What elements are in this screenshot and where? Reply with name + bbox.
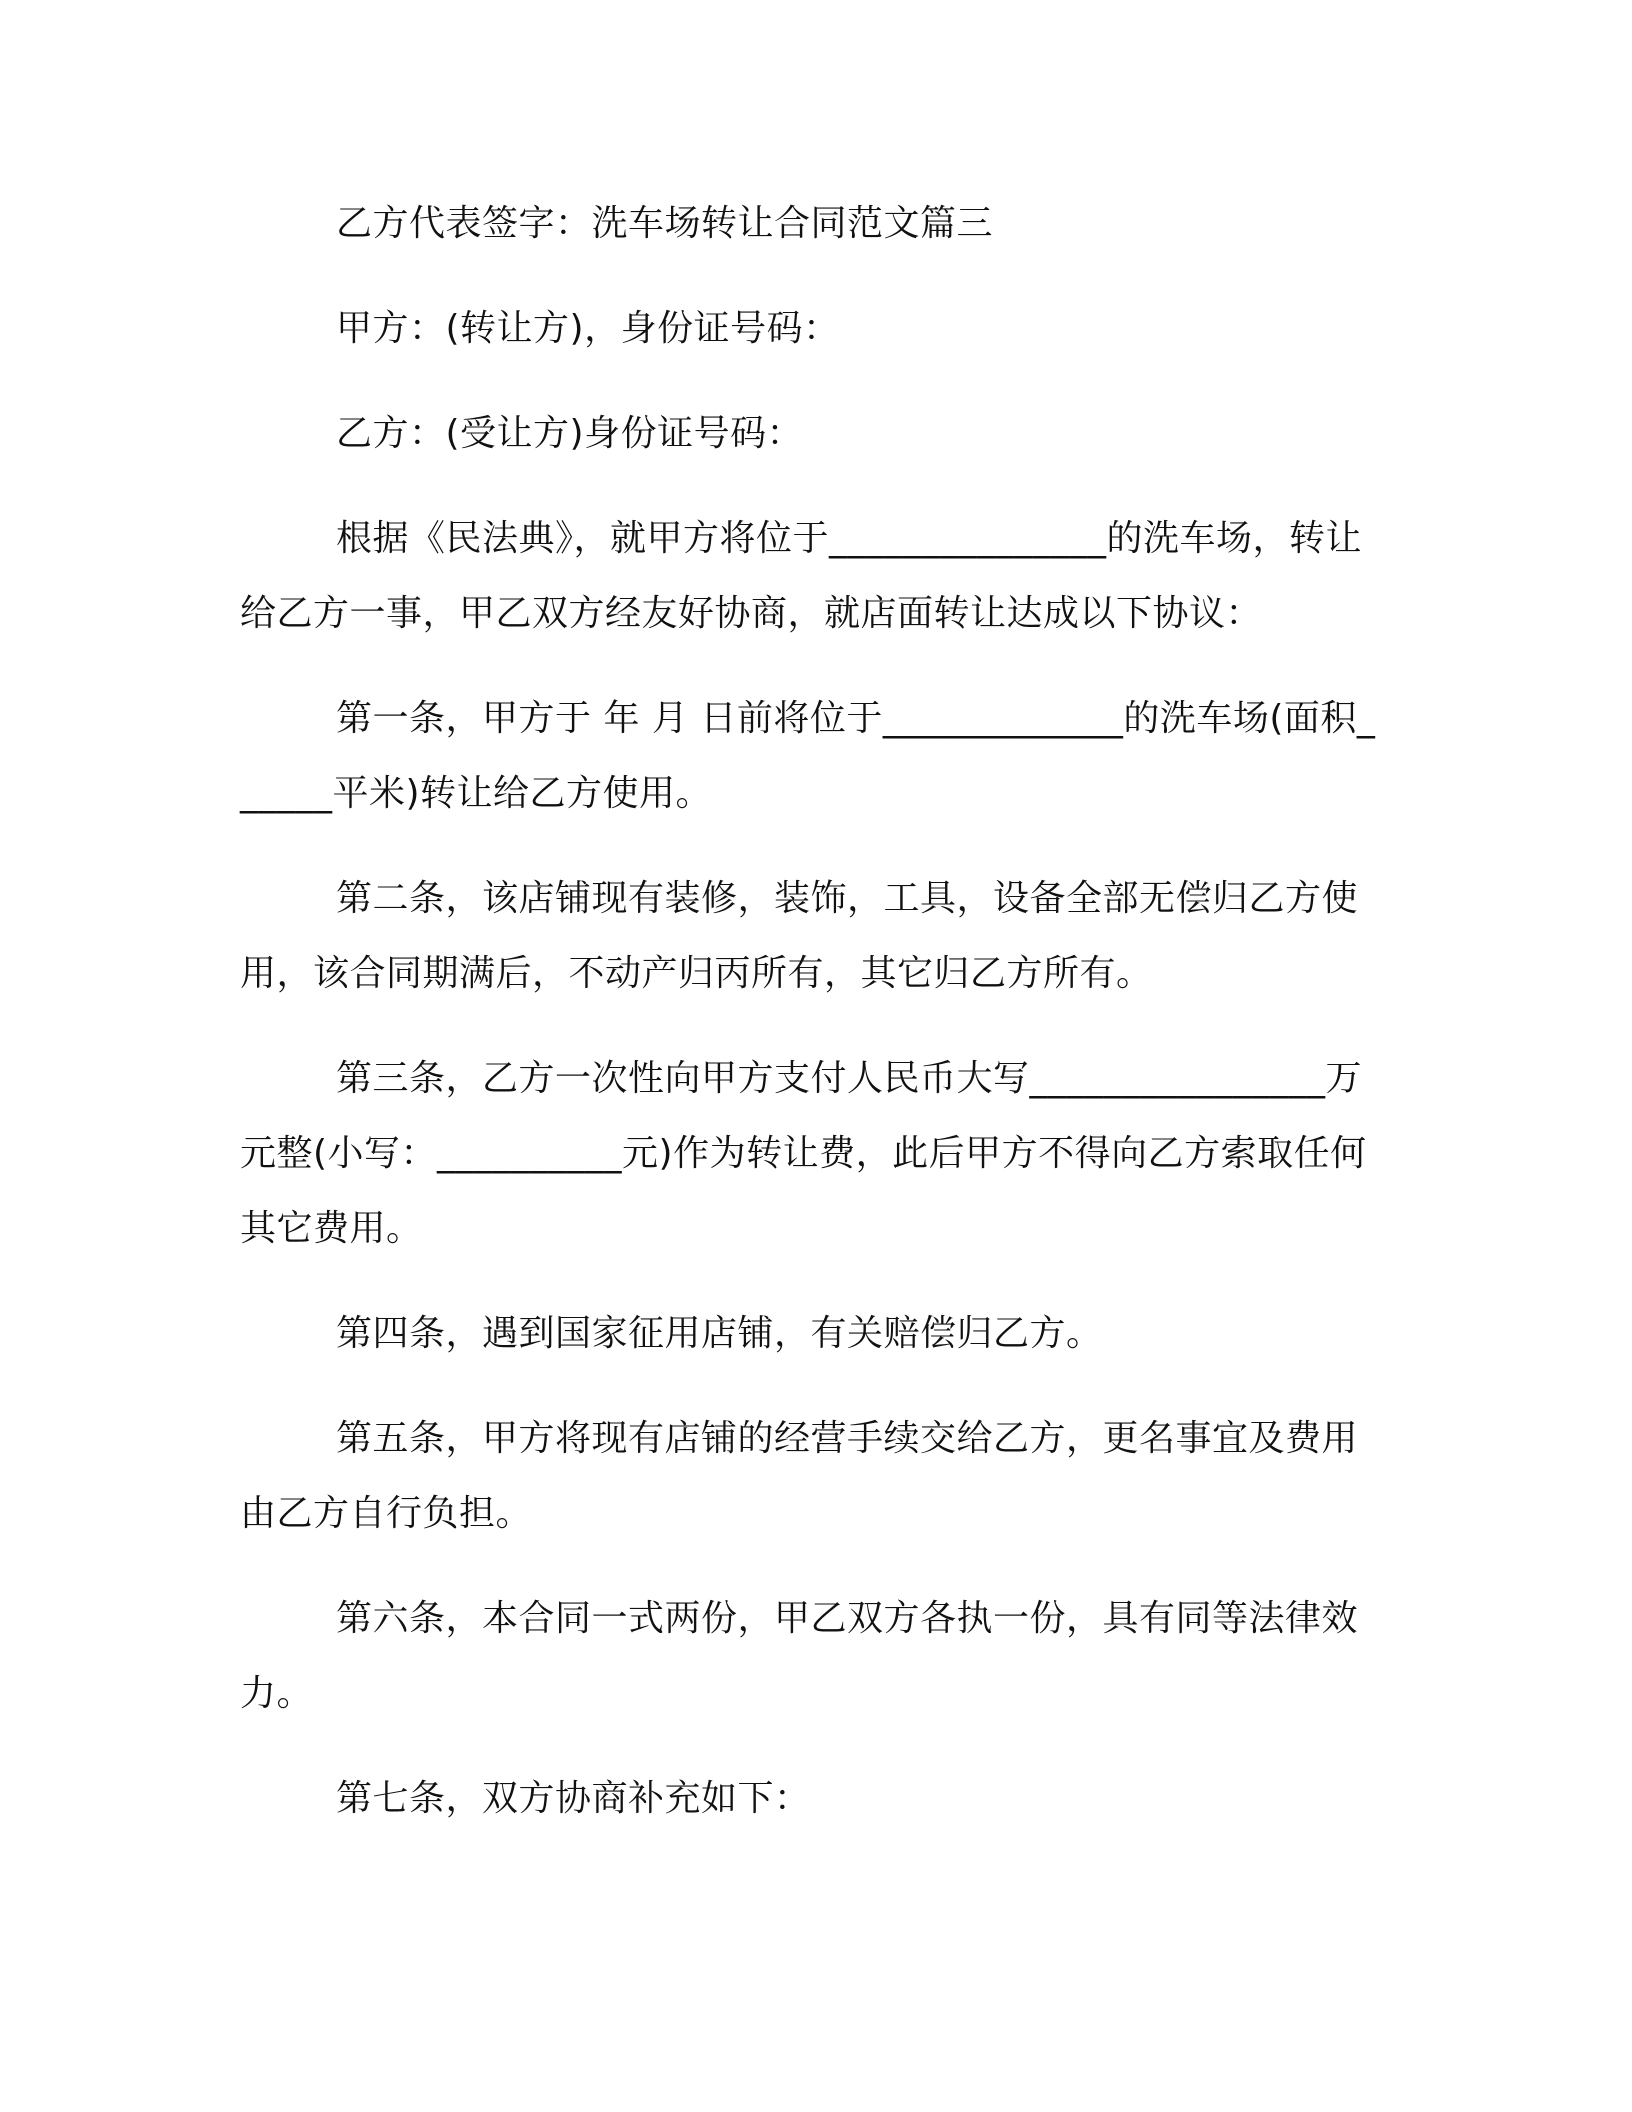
party-b-line: 乙方：(受让方)身份证号码： bbox=[336, 413, 804, 454]
party-a-line: 甲方：(转让方)，身份证号码： bbox=[336, 308, 840, 349]
article-4: 第四条，遇到国家征用店铺，有关赔偿归乙方。 bbox=[336, 1313, 1103, 1354]
preamble-paragraph: 根据《民法典》，就甲方将位于_______________的洗车场，转让给乙方一事，甲乙双方经友好协商，就店面转让达成以下协议： bbox=[240, 518, 1363, 634]
article-6: 第六条，本合同一式两份，甲乙双方各执一份，具有同等法律效力。 bbox=[240, 1598, 1359, 1714]
contract-body bbox=[240, 186, 1380, 1836]
article-1: 第一条，甲方于 年 月 日前将位于_____________的洗车场(面积______平米)转让给乙方使用。 bbox=[240, 698, 1376, 814]
article-5: 第五条，甲方将现有店铺的经营手续交给乙方，更名事宜及费用由乙方自行负担。 bbox=[240, 1418, 1359, 1534]
article-2: 第二条，该店铺现有装修，装饰，工具，设备全部无偿归乙方使用，该合同期满后，不动产归丙所有，其它归乙方所有。 bbox=[240, 878, 1359, 994]
signature-line-title: 乙方代表签字：洗车场转让合同范文篇三 bbox=[336, 203, 994, 244]
article-7: 第七条，双方协商补充如下： bbox=[336, 1778, 811, 1819]
article-3: 第三条，乙方一次性向甲方支付人民币大写________________万元整(小写：__________元)作为转让费，此后甲方不得向乙方索取任何其它费用。 bbox=[240, 1058, 1367, 1249]
